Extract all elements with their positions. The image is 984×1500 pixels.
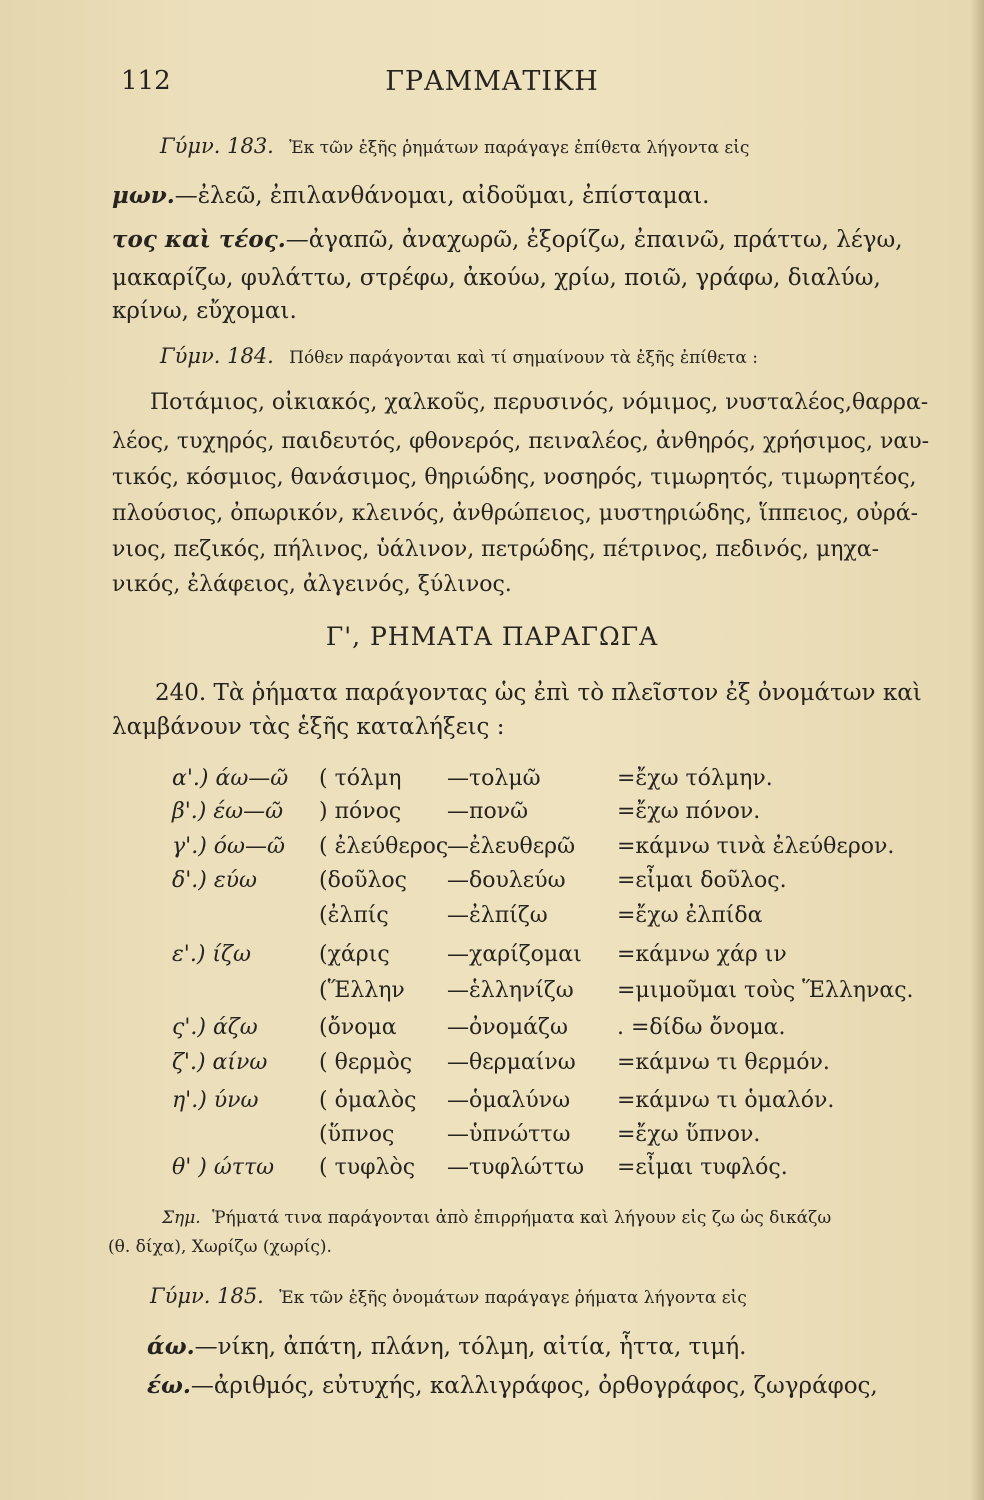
ending-label: α'.) άω—ῶ [172, 766, 289, 791]
note-line-2: (θ. δίχα), Χωρίζω (χωρίς). [108, 1237, 332, 1257]
verb-meaning: =εἶμαι τυφλός. [617, 1155, 788, 1180]
verb-meaning: =εἶμαι δοῦλος. [617, 868, 787, 893]
paragraph-240-line-1: 240. Τὰ ῥήματα παράγοντας ὡς ἐπὶ τὸ πλεῖστον ἐξ ὀνομάτων καὶ [155, 680, 922, 706]
source-noun: ) πόνος [319, 799, 402, 824]
source-noun: (Ἕλλην [319, 978, 405, 1003]
exercise-183-line-1 [112, 182, 709, 209]
exercise-184-label: Γύμν. 184. [160, 344, 274, 368]
exercise-184-line: νικός, ἐλάφειος, ἀλγεινός, ξύλινος. [112, 572, 512, 597]
exercise-184-heading [160, 343, 758, 369]
source-noun: ( τόλμη [319, 766, 402, 791]
derived-verb: —ἐλπίζω [447, 903, 548, 928]
page-header [0, 66, 984, 106]
exercise-185-line-2 [147, 1372, 878, 1399]
derived-verb: —τολμῶ [447, 766, 541, 791]
verb-meaning: =ἔχω ὕπνον. [617, 1122, 761, 1147]
exercise-185-words-1: —νίκη, ἀπάτη, πλάνη, τόλμη, αἰτία, ἧττα, τιμή. [194, 1334, 747, 1360]
suffix-ao: άω. [147, 1333, 195, 1360]
exercise-184-line: λέος, τυχηρός, παιδευτός, φθονερός, πειναλέος, ἀνθηρός, χρήσιμος, ναυ- [112, 429, 929, 454]
exercise-183-line-2 [112, 226, 903, 253]
derived-verb: —ἑλληνίζω [447, 978, 574, 1003]
section-title: Γ', ΡΗΜΑΤΑ ΠΑΡΑΓΩΓΑ [325, 622, 659, 651]
verb-meaning: =κάμνω τινὰ ἐλεύθερον. [617, 834, 895, 859]
exercise-184-line: Ποτάμιος, οἰκιακός, χαλκοῦς, περυσινός, νόμιμος, νυσταλέος,θαρρα- [150, 390, 929, 415]
verb-meaning: . =δίδω ὄνομα. [617, 1015, 786, 1040]
source-noun: (ὄνομα [319, 1015, 397, 1040]
verb-meaning: =ἔχω ἐλπίδα [617, 903, 763, 928]
endings-table [172, 766, 914, 1186]
derived-verb: —θερμαίνω [447, 1050, 576, 1075]
note-text-1: Ῥήματά τινα παράγονται ἀπὸ ἐπιρρήματα καὶ λήγουν εἰς ζω ὡς δικάζω [212, 1208, 832, 1228]
exercise-183-instruction: Ἐκ τῶν ἑξῆς ῥημάτων παράγαγε ἐπίθετα λήγοντα εἰς [289, 138, 750, 158]
derived-verb: —ὑπνώττω [447, 1122, 571, 1147]
source-noun: (ἐλπίς [319, 903, 389, 928]
verb-meaning: =κάμνω τι ὁμαλόν. [617, 1088, 835, 1113]
verb-meaning: =ἔχω τόλμην. [617, 766, 773, 791]
ending-label: γ'.) όω—ῶ [172, 834, 285, 859]
note-line-1 [162, 1208, 831, 1228]
exercise-185-label: Γύμν. 185. [150, 1284, 264, 1308]
running-title: ΓΡΑΜΜΑΤΙΚΗ [385, 66, 599, 97]
verb-meaning: =κάμνω χάρ ιν [617, 942, 787, 967]
paragraph-240-line-2: λαμβάνουν τὰς ἑξῆς καταλήξεις : [112, 714, 505, 740]
derived-verb: —ἐλευθερῶ [447, 834, 576, 859]
exercise-185-line-1 [147, 1333, 746, 1360]
ending-label: ς'.) άζω [172, 1015, 258, 1040]
verb-meaning: =κάμνω τι θερμόν. [617, 1050, 830, 1075]
exercise-185-words-2: —ἀριθμός, εὐτυχής, καλλιγράφος, ὀρθογράφος, ζωγράφος, [190, 1373, 878, 1399]
source-noun: ( ὁμαλὸς [319, 1088, 417, 1113]
verb-meaning: =μιμοῦμαι τοὺς Ἕλληνας. [617, 978, 914, 1003]
exercise-183-label: Γύμν. 183. [160, 134, 274, 158]
exercise-183-line-3: μακαρίζω, φυλάττω, στρέφω, ἀκούω, χρίω, ποιῶ, γράφω, διαλύω, [112, 265, 881, 291]
source-noun: (χάρις [319, 942, 390, 967]
exercise-185-heading [150, 1283, 747, 1309]
exercise-184-instruction: Πόθεν παράγονται καὶ τί σημαίνουν τὰ ἑξῆς ἐπίθετα : [289, 348, 758, 368]
page-number: 112 [121, 66, 171, 96]
source-noun: ( θερμὸς [319, 1050, 413, 1075]
exercise-185-instruction: Ἐκ τῶν ἑξῆς ὀνομάτων παράγαγε ῥήματα λήγοντα εἰς [279, 1288, 747, 1308]
note-label: Σημ. [162, 1208, 201, 1228]
exercise-183-words-1: —ἐλεῶ, ἐπιλανθάνομαι, αἰδοῦμαι, ἐπίσταμαι. [174, 183, 710, 209]
ending-label: η'.) ύνω [172, 1088, 259, 1113]
source-noun: (δοῦλος [319, 868, 407, 893]
suffix-mon: μων. [112, 182, 175, 209]
exercise-183-line-4: κρίνω, εὔχομαι. [112, 298, 297, 324]
page-edge-shadow [970, 0, 984, 1500]
ending-label: δ'.) εύω [172, 868, 257, 893]
source-noun: ( ἐλεύθερος [319, 834, 449, 859]
derived-verb: —δουλεύω [447, 868, 566, 893]
ending-label: θ' ) ώττω [172, 1155, 275, 1180]
exercise-184-line: τικός, κόσμιος, θανάσιμος, θηριώδης, νοσηρός, τιμωρητός, τιμωρητέος, [112, 465, 917, 490]
source-noun: (ὕπνος [319, 1122, 395, 1147]
derived-verb: —χαρίζομαι [447, 942, 582, 967]
derived-verb: —ὀνομάζω [447, 1015, 568, 1040]
ending-label: ζ'.) αίνω [172, 1050, 268, 1075]
derived-verb: —ὁμαλύνω [447, 1088, 571, 1113]
exercise-184-line: πλούσιος, ὀπωρικόν, κλεινός, ἀνθρώπειος, μυστηριώδης, ἵππειος, οὐρά- [112, 501, 919, 526]
ending-label: β'.) έω—ῶ [172, 799, 284, 824]
suffix-eo: έω. [147, 1372, 191, 1399]
exercise-183-words-2: —ἀγαπῶ, ἀναχωρῶ, ἐξορίζω, ἐπαινῶ, πράττω, λέγω, [285, 227, 903, 253]
derived-verb: —πονῶ [447, 799, 529, 824]
suffix-tos-teos: τος καὶ τέος. [112, 226, 286, 253]
verb-meaning: =ἔχω πόνον. [617, 799, 761, 824]
derived-verb: —τυφλώττω [447, 1155, 585, 1180]
source-noun: ( τυφλὸς [319, 1155, 416, 1180]
ending-label: ε'.) ίζω [172, 942, 251, 967]
exercise-184-line: νιος, πεζικός, πήλινος, ὑάλινον, πετρώδης, πέτρινος, πεδινός, μηχα- [112, 537, 880, 562]
exercise-183-heading [160, 133, 749, 159]
